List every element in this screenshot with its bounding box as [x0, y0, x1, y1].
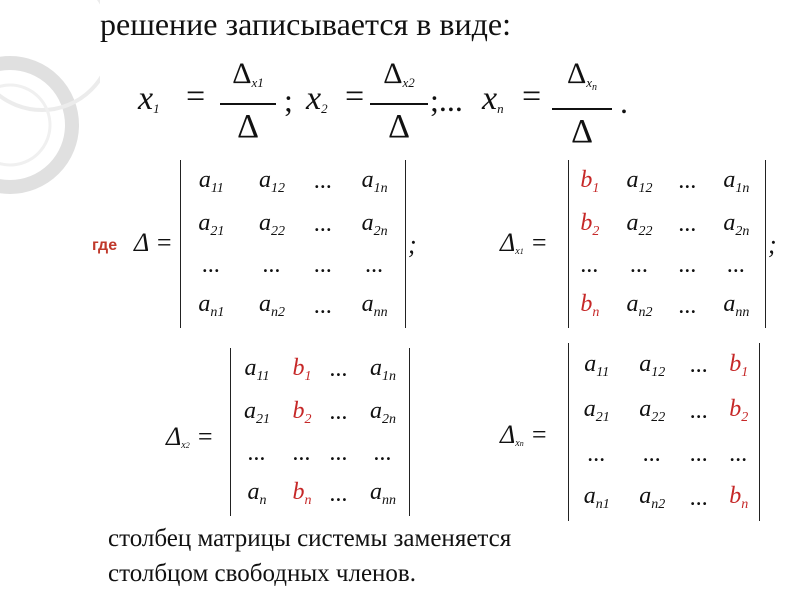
matrix-cell: ...: [690, 397, 709, 424]
where-label: где: [92, 237, 118, 254]
matrix-cell: ...: [262, 252, 281, 278]
matrix-cell: ...: [374, 440, 392, 466]
matrix-cell: ...: [678, 292, 697, 319]
xn-var: $x_n$: [482, 80, 504, 117]
matrix-cell: $a_{n1}$: [583, 483, 610, 513]
matrix-cell: $a_{n2}$: [258, 291, 285, 321]
matrix-cell: $b_n$: [580, 291, 600, 321]
matrix-cell: ...: [365, 252, 384, 278]
matrix-cell: ...: [678, 211, 697, 238]
det-x1-lhs: Δx1 =: [500, 228, 548, 257]
matrix-cell: $a_{12}$: [639, 350, 666, 380]
equals-sign: =: [522, 78, 542, 115]
separator-ellipsis: ;...: [430, 82, 463, 118]
matrix-cell: ...: [293, 440, 311, 466]
matrix-row: [231, 473, 409, 516]
det-x1-semicolon: ;: [768, 230, 777, 259]
matrix-cell: $a_{21}$: [583, 396, 610, 426]
matrix-cell: $a_{22}$: [626, 209, 653, 239]
matrix-cell: ...: [580, 252, 599, 278]
matrix-cell: ...: [314, 252, 333, 278]
matrix-cell: $a_{21}$: [198, 209, 225, 239]
equals-sign: =: [345, 78, 365, 115]
slide-heading: решение записывается в виде:: [100, 6, 511, 42]
matrix-cell: ...: [630, 252, 649, 278]
matrix-cell: ...: [587, 441, 606, 468]
matrix-cell: ...: [314, 168, 333, 195]
x1-var: $x_1$: [138, 80, 160, 117]
matrix-cell: $a_{n1}$: [198, 291, 225, 321]
matrix-cell: $b_1$: [292, 354, 312, 384]
matrix-cell: ...: [314, 292, 333, 319]
det-main: [180, 160, 406, 328]
matrix-cell: $b_2$: [729, 396, 749, 426]
fraction-xn: $\Delta_{x_n}$ Δ: [552, 56, 612, 152]
fraction-x1: $\Delta_{x1}$ Δ: [220, 56, 276, 147]
matrix-row: [181, 246, 405, 285]
matrix-row: [231, 391, 409, 434]
matrix-cell: ...: [690, 352, 709, 379]
matrix-cell: ...: [330, 440, 348, 466]
x2-var: $x_2$: [306, 80, 328, 117]
matrix-cell: $a_{22}$: [258, 209, 285, 239]
matrix-cell: $a_{nn}$: [361, 291, 388, 321]
matrix-cell: ...: [643, 441, 662, 468]
matrix-cell: $a_{22}$: [639, 396, 666, 426]
matrix-cell: ...: [330, 399, 348, 426]
matrix-row: [181, 285, 405, 328]
matrix-cell: $a_{2n}$: [723, 209, 750, 239]
matrix-row: [181, 160, 405, 203]
matrix-cell: ...: [202, 252, 221, 278]
separator: ;: [284, 82, 293, 118]
matrix-row: [181, 203, 405, 246]
matrix-cell: ...: [314, 211, 333, 238]
matrix-cell: $a_{1n}$: [370, 354, 396, 384]
matrix-cell: $a_{21}$: [244, 397, 270, 427]
det-main-semicolon: ;: [408, 230, 417, 259]
matrix-cell: ...: [330, 356, 348, 383]
matrix-cell: $b_2$: [580, 209, 600, 239]
matrix-row: [569, 434, 759, 475]
matrix-row: [569, 203, 765, 246]
matrix-cell: $b_n$: [729, 483, 749, 513]
matrix-cell: $b_2$: [292, 397, 312, 427]
matrix-cell: $b_1$: [580, 166, 600, 196]
matrix-cell: $a_{n2}$: [639, 483, 666, 513]
matrix-cell: ...: [678, 252, 697, 278]
matrix-cell: $a_{1n}$: [723, 166, 750, 196]
matrix-cell: $a_{11}$: [244, 354, 270, 384]
matrix-row: [569, 343, 759, 389]
matrix-cell: ...: [729, 441, 748, 468]
footer-line-2: столбцом свободных членов.: [108, 560, 416, 587]
matrix-cell: $a_{2n}$: [370, 397, 396, 427]
matrix-row: [569, 160, 765, 203]
matrix-cell: $b_n$: [292, 479, 312, 509]
matrix-cell: ...: [727, 252, 746, 278]
matrix-row: [569, 285, 765, 328]
matrix-cell: ...: [690, 441, 709, 468]
matrix-row: [231, 348, 409, 391]
matrix-cell: $b_1$: [729, 350, 749, 380]
det-main-lhs: Δ =: [134, 228, 173, 257]
matrix-row: [569, 246, 765, 285]
matrix-cell: $a_{11}$: [584, 350, 610, 380]
matrix-cell: $a_{12}$: [258, 166, 285, 196]
matrix-row: [569, 475, 759, 521]
matrix-cell: $a_n$: [247, 479, 267, 509]
matrix-cell: $a_{2n}$: [361, 209, 388, 239]
matrix-cell: $a_{nn}$: [370, 479, 396, 509]
det-xn-lhs: Δxn =: [500, 420, 548, 449]
fraction-x2: $\Delta_{x2}$ Δ: [370, 56, 428, 147]
matrix-cell: ...: [330, 480, 348, 507]
matrix-cell: ...: [248, 440, 266, 466]
equals-sign: =: [186, 78, 206, 115]
matrix-cell: $a_{nn}$: [723, 291, 750, 321]
matrix-row: [231, 434, 409, 473]
det-x2: [230, 348, 410, 516]
matrix-cell: ...: [678, 168, 697, 195]
matrix-cell: $a_{n2}$: [626, 291, 653, 321]
matrix-cell: $a_{12}$: [626, 166, 653, 196]
matrix-cell: $a_{11}$: [198, 166, 224, 196]
decorative-rings: [0, 0, 100, 600]
period: .: [620, 84, 628, 120]
det-x1: [568, 160, 766, 328]
matrix-cell: ...: [690, 484, 709, 511]
matrix-row: [569, 389, 759, 435]
footer-line-1: столбец матрицы системы заменяется: [108, 525, 512, 552]
det-x2-lhs: Δx2 =: [166, 422, 214, 451]
det-xn: [568, 343, 760, 521]
matrix-cell: $a_{1n}$: [361, 166, 388, 196]
